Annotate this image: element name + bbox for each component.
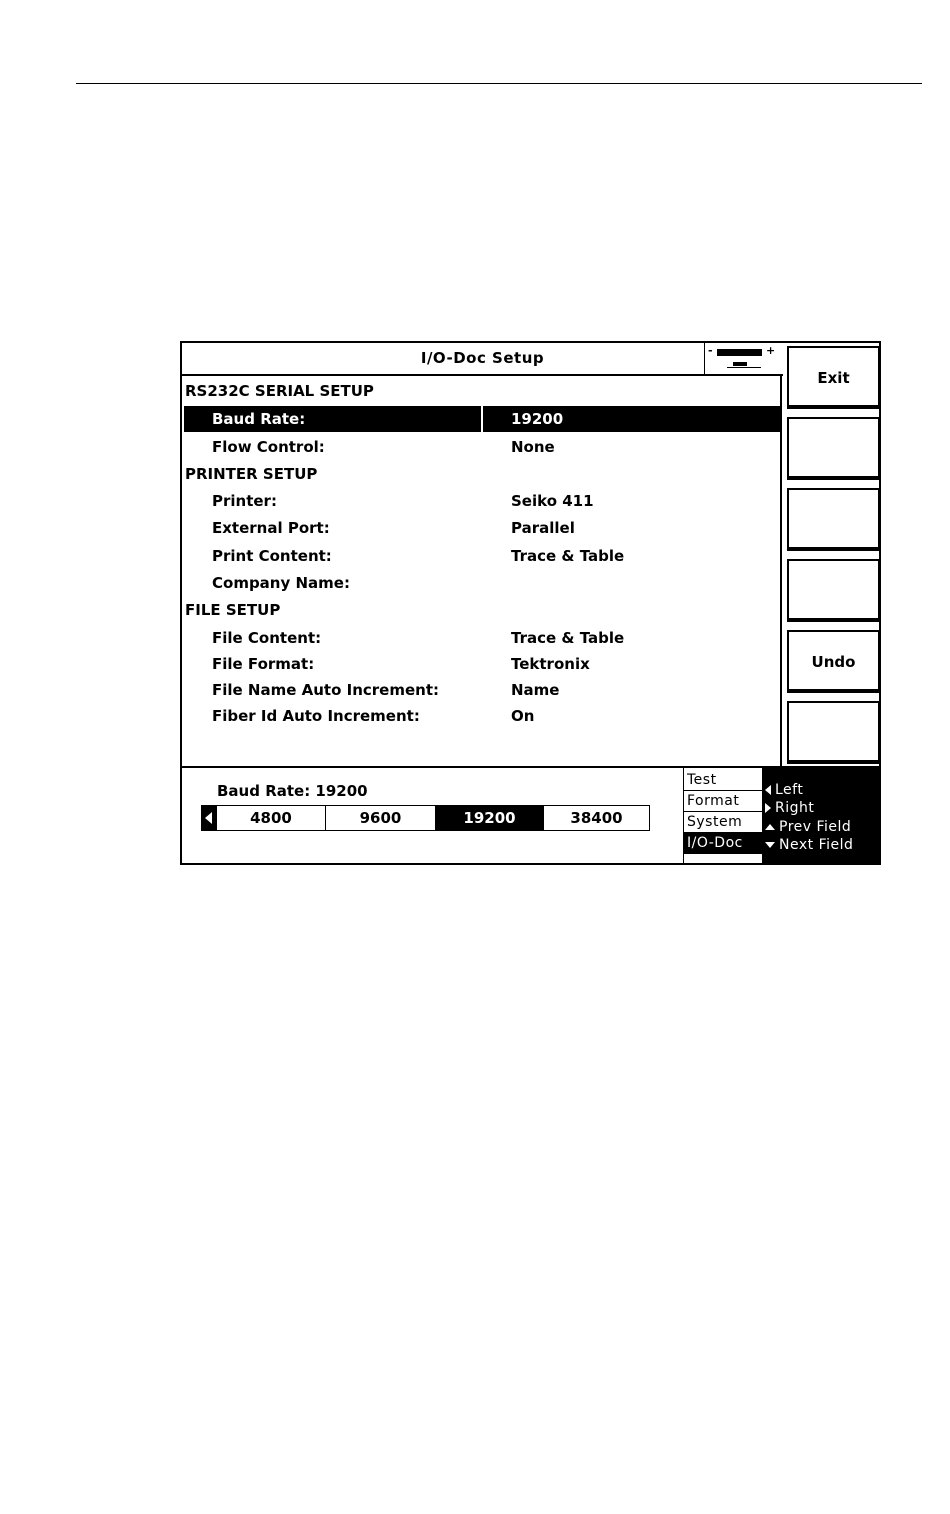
setting-row-printer[interactable] [182, 488, 780, 514]
arrow-left-icon [765, 785, 771, 795]
battery-plus-label: + [766, 344, 776, 357]
arrow-up-icon [765, 824, 775, 830]
softkey-2[interactable] [787, 417, 881, 480]
settings-list [182, 376, 782, 766]
softkey-3[interactable] [787, 488, 881, 551]
baud-option-4800[interactable]: 4800 [216, 806, 325, 830]
setting-label: External Port: [212, 519, 330, 537]
screen-title: I/O-Doc Setup [420, 349, 545, 367]
baud-option-9600[interactable]: 9600 [325, 806, 435, 830]
undo-softkey[interactable]: Undo [787, 630, 881, 693]
setting-value: Parallel [511, 519, 575, 537]
otdr-screen [180, 341, 881, 865]
battery-minus-label: - [708, 344, 713, 357]
section-heading-rs232 [182, 378, 780, 404]
section-heading-file [182, 597, 780, 623]
setting-row-file-content[interactable] [182, 625, 780, 651]
softkey-4[interactable] [787, 559, 881, 622]
section-heading-printer [182, 461, 780, 487]
bottom-panel [182, 766, 881, 865]
setting-row-print-content[interactable] [182, 543, 780, 569]
setting-row-company-name[interactable] [182, 570, 780, 596]
setting-row-file-name-auto-increment[interactable] [182, 677, 780, 703]
setting-label: Print Content: [212, 547, 332, 565]
setting-row-file-format[interactable] [182, 651, 780, 677]
setting-label: Baud Rate: [212, 410, 306, 428]
baud-rate-selector [201, 805, 650, 831]
section-heading-label: FILE SETUP [185, 601, 281, 619]
nav-next-field [765, 836, 853, 854]
setting-value: Tektronix [511, 655, 590, 673]
page-top-rule [76, 83, 922, 84]
setting-label: Company Name: [212, 574, 350, 592]
tab-test[interactable]: Test [684, 770, 762, 791]
baud-option-19200[interactable]: 19200 [435, 806, 543, 830]
setting-label: Fiber Id Auto Increment: [212, 707, 420, 725]
title-bar [182, 343, 783, 376]
setting-row-external-port[interactable] [182, 515, 780, 541]
selector-title: Baud Rate: 19200 [217, 782, 368, 800]
section-heading-label: RS232C SERIAL SETUP [185, 382, 374, 400]
baud-option-38400[interactable]: 38400 [543, 806, 649, 830]
setting-value: None [511, 438, 555, 456]
tab-system[interactable]: System [684, 812, 762, 833]
section-heading-label: PRINTER SETUP [185, 465, 318, 483]
nav-left [765, 781, 803, 799]
nav-left-label: Left [775, 782, 804, 798]
battery-icon [717, 349, 762, 356]
setting-value: Trace & Table [511, 629, 625, 647]
setting-value: Trace & Table [511, 547, 625, 565]
exit-softkey[interactable]: Exit [787, 346, 881, 409]
setting-value: Seiko 411 [511, 492, 594, 510]
scroll-left-icon[interactable] [202, 806, 216, 830]
column-divider [481, 406, 483, 432]
setting-value: Name [511, 681, 560, 699]
nav-prev-label: Prev Field [779, 819, 852, 835]
setting-label: File Format: [212, 655, 315, 673]
tab-format[interactable]: Format [684, 791, 762, 812]
setting-row-fiber-id-auto-increment[interactable] [182, 703, 780, 729]
nav-prev-field [765, 818, 851, 836]
tab-io-doc[interactable]: I/O-Doc [684, 833, 762, 854]
setting-label: File Content: [212, 629, 322, 647]
arrow-down-icon [765, 842, 775, 848]
setting-label: Printer: [212, 492, 277, 510]
setting-value: 19200 [511, 410, 564, 428]
softkey-6[interactable] [787, 701, 881, 764]
menu-tabs [683, 768, 762, 865]
nav-next-label: Next Field [779, 837, 854, 853]
navigation-legend [762, 768, 881, 865]
power-status [704, 343, 784, 374]
arrow-right-icon [765, 803, 771, 813]
setting-row-flow-control[interactable] [182, 434, 780, 460]
softkey-column [784, 343, 881, 768]
setting-label: Flow Control: [212, 438, 325, 456]
nav-right [765, 799, 814, 817]
ac-plug-icon [727, 362, 761, 368]
setting-row-baud-rate[interactable] [184, 406, 780, 432]
nav-right-label: Right [775, 800, 815, 816]
setting-value: On [511, 707, 535, 725]
setting-label: File Name Auto Increment: [212, 681, 439, 699]
